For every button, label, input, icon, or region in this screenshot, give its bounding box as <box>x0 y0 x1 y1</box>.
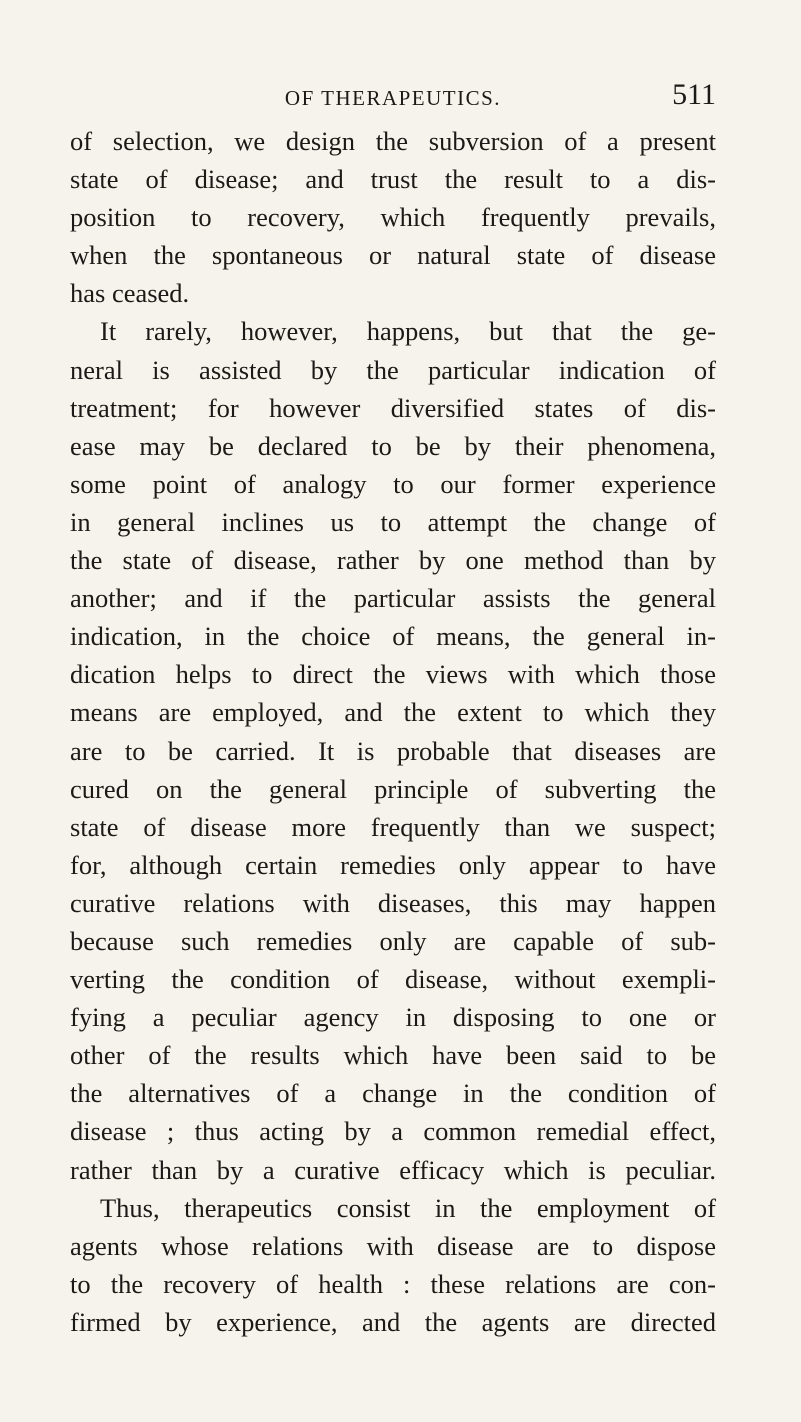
text-line: rather than by a curative efficacy which is peculiar. <box>70 1154 716 1185</box>
text-line: when the spontaneous or natural state of disease <box>70 240 716 271</box>
text-line: in general inclines us to attempt the change of <box>70 506 716 537</box>
text-line: the alternatives of a change in the condition of <box>70 1078 716 1109</box>
running-head <box>70 78 716 118</box>
body-text <box>70 122 716 1341</box>
text-line: dication helps to direct the views with which those <box>70 659 716 690</box>
text-line: another; and if the particular assists the general <box>70 583 716 614</box>
text-line: verting the condition of disease, without exempli- <box>70 964 716 995</box>
text-line: some point of analogy to our former experience <box>70 468 716 499</box>
text-line: neral is assisted by the particular indication of <box>70 354 716 385</box>
text-line: the state of disease, rather by one method than by <box>70 545 716 576</box>
text-line: because such remedies only are capable of sub- <box>70 925 716 956</box>
text-line: are to be carried. It is probable that diseases are <box>70 735 716 766</box>
text-line: to the recovery of health : these relations are con- <box>70 1268 716 1299</box>
text-line: treatment; for however diversified states of dis- <box>70 392 716 423</box>
text-line: fying a peculiar agency in disposing to one or <box>70 1002 716 1033</box>
text-line: has ceased. <box>70 278 190 309</box>
text-line: of selection, we design the subversion of a present <box>70 126 716 156</box>
text-line: position to recovery, which frequently prevails, <box>70 202 716 233</box>
text-line: indication, in the choice of means, the general in- <box>70 621 716 652</box>
text-line: It rarely, however, happens, but that the ge- <box>100 316 716 347</box>
text-line: Thus, therapeutics consist in the employment of <box>100 1192 716 1223</box>
text-line: disease ; thus acting by a common remedial effect, <box>70 1116 716 1147</box>
text-line: curative relations with diseases, this may happen <box>70 887 716 918</box>
text-line: agents whose relations with disease are to dispose <box>70 1230 716 1261</box>
text-line: state of disease; and trust the result to a dis- <box>70 164 716 195</box>
text-line: for, although certain remedies only appear to have <box>70 849 716 880</box>
text-line: state of disease more frequently than we suspect; <box>70 811 716 842</box>
running-title: OF THERAPEUTICS. <box>284 86 502 110</box>
page-number: 511 <box>672 78 716 111</box>
text-line: ease may be declared to be by their phenomena, <box>70 430 716 461</box>
text-line: firmed by experience, and the agents are directed <box>70 1306 716 1337</box>
text-line: cured on the general principle of subverting the <box>70 773 716 804</box>
text-line: other of the results which have been said to be <box>70 1040 716 1071</box>
text-line: means are employed, and the extent to which they <box>70 697 716 728</box>
